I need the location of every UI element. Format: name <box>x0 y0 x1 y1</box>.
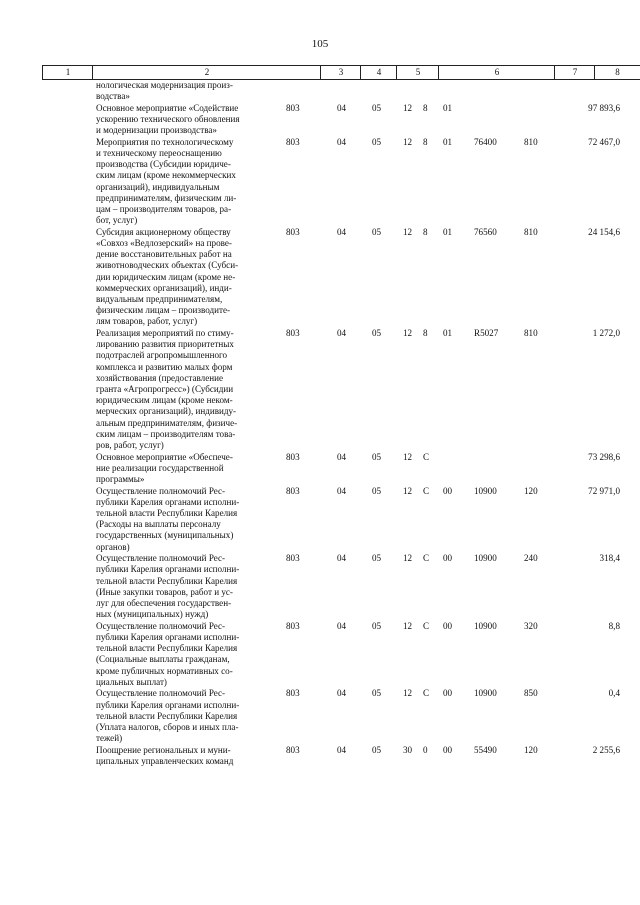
cell-col-6-direction: 10900 <box>474 688 497 699</box>
header-col-7: 7 <box>554 66 595 79</box>
description-line: тельной власти Республики Карелия <box>96 575 238 586</box>
table-row <box>0 328 640 452</box>
description-line: ципальных управленческих команд <box>96 755 234 766</box>
row-description <box>96 553 276 620</box>
cell-col-6-event: 00 <box>443 620 453 631</box>
description-line: альным предпринимателям, физиче- <box>96 417 238 428</box>
cell-col-7: 120 <box>524 744 538 755</box>
description-line: дии юридическим лицам (кроме не- <box>96 271 236 282</box>
table-row <box>0 745 640 768</box>
description-line: (Социальные выплаты гражданам, <box>96 654 230 665</box>
description-line: комплекса и развитию малых форм <box>96 361 233 372</box>
row-description <box>96 486 276 553</box>
description-line: публики Карелия органами исполни- <box>96 496 240 507</box>
cell-col-6-program: 12 <box>403 226 413 237</box>
row-description <box>96 137 276 227</box>
cell-col-6-program: 12 <box>403 620 413 631</box>
cell-col-5: 05 <box>372 327 382 338</box>
cell-col-6-direction: 10900 <box>474 620 497 631</box>
row-description <box>96 80 276 102</box>
description-line: циальных выплат) <box>96 676 167 687</box>
cell-col-5: 05 <box>372 451 382 462</box>
description-line: видуальным предпринимателям, <box>96 294 223 305</box>
cell-col-3: 803 <box>286 226 300 237</box>
cell-col-8-amount: 24 154,6 <box>588 226 620 237</box>
row-description <box>96 745 276 767</box>
description-line: хозяйствования (предоставление <box>96 372 224 383</box>
cell-col-7: 240 <box>524 553 538 564</box>
description-line: физическим лицам – производите- <box>96 305 231 316</box>
cell-col-3: 803 <box>286 102 300 113</box>
description-line: ским лицам (кроме некоммерческих <box>96 170 236 181</box>
cell-col-7: 810 <box>524 136 538 147</box>
row-description <box>96 328 276 451</box>
header-col-8: 8 <box>594 66 640 79</box>
cell-col-4: 04 <box>337 136 347 147</box>
description-line: нологическая модернизация произ- <box>96 80 233 90</box>
cell-col-5: 05 <box>372 688 382 699</box>
cell-col-8-amount: 1 272,0 <box>592 327 620 338</box>
cell-col-6-event: 00 <box>443 688 453 699</box>
cell-col-6-subprogram: 8 <box>423 226 428 237</box>
description-line: водства» <box>96 91 130 102</box>
description-line: и модернизации производства» <box>96 125 217 136</box>
header-col-4: 4 <box>360 66 397 79</box>
cell-col-7: 320 <box>524 620 538 631</box>
cell-col-5: 05 <box>372 136 382 147</box>
description-line: публики Карелия органами исполни- <box>96 699 240 710</box>
description-line: мерческих организаций), индивиду- <box>96 406 237 417</box>
description-line: животноводческих объектах (Субси- <box>96 260 239 271</box>
cell-col-7: 810 <box>524 327 538 338</box>
description-line: Поощрение региональных и муни- <box>96 744 231 755</box>
cell-col-6-direction: 10900 <box>474 553 497 564</box>
cell-col-6-program: 12 <box>403 688 413 699</box>
description-line: тельной власти Республики Карелия <box>96 643 238 654</box>
cell-col-4: 04 <box>337 620 347 631</box>
description-line: государственных (муниципальных) <box>96 530 234 541</box>
cell-col-6-program: 12 <box>403 451 413 462</box>
cell-col-6-direction: 55490 <box>474 744 497 755</box>
description-line: Основное мероприятие «Обеспече- <box>96 451 233 462</box>
row-description <box>96 227 276 328</box>
cell-col-6-subprogram: 8 <box>423 136 428 147</box>
cell-col-6-event: 01 <box>443 102 453 113</box>
description-line: Осуществление полномочий Рес- <box>96 553 226 564</box>
table-row <box>0 688 640 744</box>
table-row <box>0 227 640 328</box>
cell-col-7: 850 <box>524 688 538 699</box>
cell-col-4: 04 <box>337 688 347 699</box>
cell-col-6-subprogram: C <box>423 451 430 462</box>
description-line: ускорению технического обновления <box>96 114 240 124</box>
description-line: подотраслей агропромышленного <box>96 350 228 361</box>
description-line: цам – производителям товаров, ра- <box>96 204 232 215</box>
description-line: публики Карелия органами исполни- <box>96 564 240 575</box>
cell-col-6-direction: 76560 <box>474 226 497 237</box>
description-line: ским лицам – производителям това- <box>96 428 236 439</box>
table-header-row <box>42 65 640 80</box>
cell-col-4: 04 <box>337 327 347 338</box>
description-line: Осуществление полномочий Рес- <box>96 688 226 699</box>
description-line: Осуществление полномочий Рес- <box>96 485 226 496</box>
cell-col-7: 120 <box>524 485 538 496</box>
description-line: (Расходы на выплаты персоналу <box>96 519 221 530</box>
cell-col-6-subprogram: 0 <box>423 744 428 755</box>
header-col-6: 6 <box>438 66 555 79</box>
cell-col-6-event: 00 <box>443 744 453 755</box>
description-line: Осуществление полномочий Рес- <box>96 620 226 631</box>
cell-col-8-amount: 73 298,6 <box>588 451 620 462</box>
cell-col-6-program: 30 <box>403 744 413 755</box>
cell-col-4: 04 <box>337 102 347 113</box>
header-col-5: 5 <box>396 66 439 79</box>
cell-col-3: 803 <box>286 688 300 699</box>
row-description <box>96 621 276 688</box>
description-line: (Уплата налогов, сборов и иных пла- <box>96 721 239 732</box>
cell-col-5: 05 <box>372 485 382 496</box>
cell-col-8-amount: 8,8 <box>608 620 620 631</box>
description-line: Мероприятия по технологическому <box>96 136 234 147</box>
cell-col-6-subprogram: 8 <box>423 327 428 338</box>
description-line: тежей) <box>96 733 123 744</box>
header-col-1: 1 <box>42 66 93 79</box>
cell-col-3: 803 <box>286 553 300 564</box>
cell-col-8-amount: 72 971,0 <box>588 485 620 496</box>
cell-col-5: 05 <box>372 226 382 237</box>
cell-col-6-subprogram: C <box>423 620 430 631</box>
row-description <box>96 103 276 137</box>
description-line: предпринимателям, физическим ли- <box>96 192 237 203</box>
description-line: производства (Субсидии юридиче- <box>96 159 231 170</box>
cell-col-8-amount: 318,4 <box>599 553 620 564</box>
cell-col-3: 803 <box>286 620 300 631</box>
cell-col-3: 803 <box>286 327 300 338</box>
cell-col-6-event: 01 <box>443 327 453 338</box>
cell-col-3: 803 <box>286 451 300 462</box>
cell-col-6-program: 12 <box>403 485 413 496</box>
description-line: публики Карелия органами исполни- <box>96 631 240 642</box>
description-line: Субсидия акционерному обществу <box>96 226 231 237</box>
cell-col-6-subprogram: C <box>423 485 430 496</box>
cell-col-8-amount: 0,4 <box>608 688 620 699</box>
description-line: ных (муниципальных) нужд) <box>96 609 209 620</box>
cell-col-6-direction: 76400 <box>474 136 497 147</box>
description-line: лям товаров, работ, услуг) <box>96 316 198 327</box>
description-line: программы» <box>96 473 145 484</box>
cell-col-5: 05 <box>372 620 382 631</box>
cell-col-8-amount: 97 893,6 <box>588 102 620 113</box>
cell-col-6-event: 00 <box>443 553 453 564</box>
cell-col-6-program: 12 <box>403 136 413 147</box>
description-line: кроме публичных нормативных со- <box>96 665 233 676</box>
description-line: и техническому переоснащению <box>96 148 222 158</box>
table-row <box>0 452 640 486</box>
page-number: 105 <box>311 38 329 50</box>
table-row <box>0 621 640 689</box>
cell-col-6-subprogram: C <box>423 553 430 564</box>
description-line: Реализация мероприятий по стиму- <box>96 327 234 338</box>
cell-col-6-subprogram: 8 <box>423 102 428 113</box>
cell-col-5: 05 <box>372 102 382 113</box>
cell-col-8-amount: 72 467,0 <box>588 136 620 147</box>
table-row <box>0 80 640 103</box>
cell-col-5: 05 <box>372 744 382 755</box>
description-line: лированию развития приоритетных <box>96 339 234 350</box>
row-description <box>96 688 276 744</box>
description-line: ров, работ, услуг) <box>96 440 164 451</box>
description-line: тельной власти Республики Карелия <box>96 507 238 518</box>
description-line: коммерческих организаций), инди- <box>96 282 232 293</box>
table-row <box>0 103 640 137</box>
cell-col-4: 04 <box>337 744 347 755</box>
description-line: ние реализации государственной <box>96 462 224 473</box>
table-row <box>0 137 640 227</box>
description-line: бот, услуг) <box>96 215 138 226</box>
cell-col-6-program: 12 <box>403 553 413 564</box>
table-body <box>0 80 640 768</box>
cell-col-4: 04 <box>337 451 347 462</box>
description-line: юридическим лицам (кроме неком- <box>96 395 233 406</box>
cell-col-6-event: 01 <box>443 136 453 147</box>
cell-col-4: 04 <box>337 226 347 237</box>
cell-col-6-program: 12 <box>403 102 413 113</box>
description-line: «Совхоз «Ведлозерский» на прове- <box>96 238 232 248</box>
cell-col-6-program: 12 <box>403 327 413 338</box>
cell-col-3: 803 <box>286 485 300 496</box>
cell-col-3: 803 <box>286 136 300 147</box>
cell-col-6-event: 01 <box>443 226 453 237</box>
cell-col-5: 05 <box>372 553 382 564</box>
cell-col-6-event: 00 <box>443 485 453 496</box>
cell-col-3: 803 <box>286 744 300 755</box>
cell-col-6-subprogram: C <box>423 688 430 699</box>
header-col-2: 2 <box>92 66 321 79</box>
table-row <box>0 553 640 621</box>
cell-col-6-direction: R5027 <box>474 327 499 338</box>
cell-col-6-direction: 10900 <box>474 485 497 496</box>
description-line: луг для обеспечения государствен- <box>96 597 232 608</box>
header-col-3: 3 <box>320 66 361 79</box>
cell-col-4: 04 <box>337 485 347 496</box>
description-line: Основное мероприятие «Содействие <box>96 102 239 113</box>
description-line: тельной власти Республики Карелия <box>96 710 238 721</box>
cell-col-4: 04 <box>337 553 347 564</box>
cell-col-8-amount: 2 255,6 <box>592 744 620 755</box>
description-line: дение восстановительных работ на <box>96 249 232 260</box>
table-row <box>0 486 640 554</box>
row-description <box>96 452 276 486</box>
cell-col-7: 810 <box>524 226 538 237</box>
description-line: гранта «Агропрогресс») (Субсидии <box>96 384 234 394</box>
description-line: организаций), индивидуальным <box>96 181 220 192</box>
description-line: органов) <box>96 541 130 552</box>
description-line: (Иные закупки товаров, работ и ус- <box>96 586 233 597</box>
